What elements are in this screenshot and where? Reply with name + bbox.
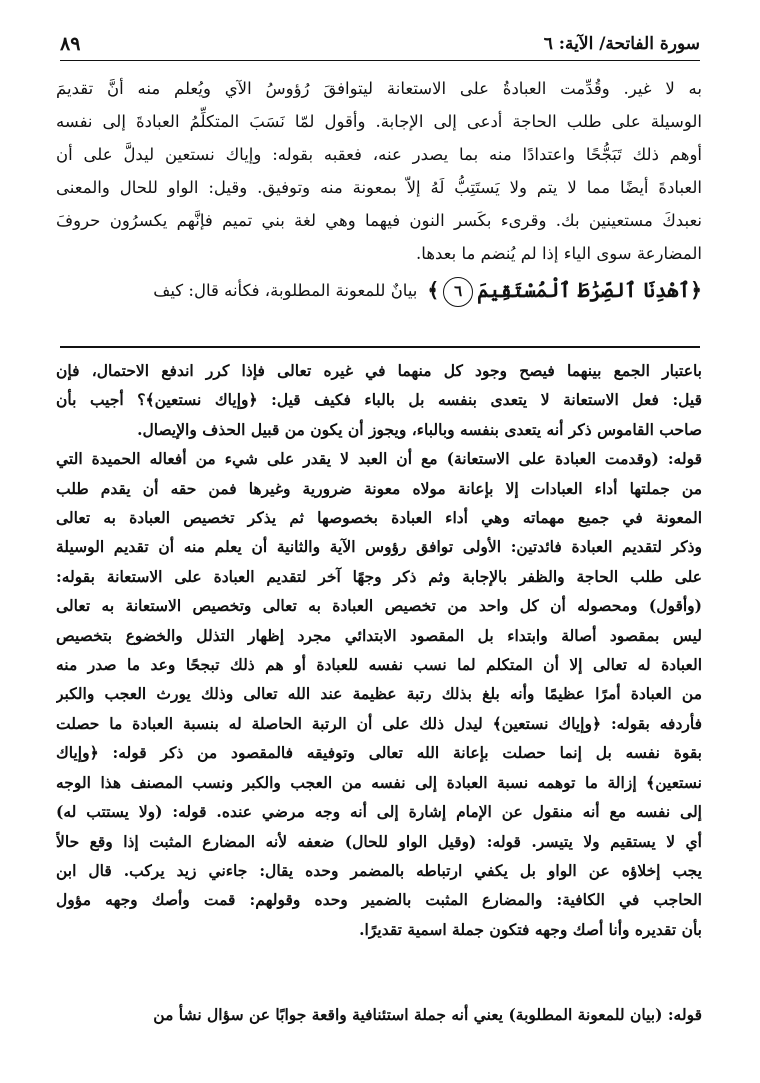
tafsir-line: العبادةَ أيضًا مما لا يتم ولا يَستَتِبُّ لَهُ إلاّ بمعونة منه وتوفيق. وقيل: الواو للحال والمعنى: [56, 178, 702, 197]
page-header: [60, 30, 700, 58]
tafsir-text: [56, 72, 702, 307]
header-rule: [60, 60, 700, 61]
page-number: ٨٩: [60, 33, 81, 55]
hashiya-line: (وأقول) ومحصوله أن كل واحد من تخصيص العبادة به تعالى وتخصيص الاستعانة به تعالى: [56, 596, 702, 616]
hashiya-line: المعونة في جميع مهماته وهي أداء العبادة بخصوصها ثم يذكر تخصيص العبادة به تعالى: [56, 508, 702, 528]
tafsir-line: المضارعة سوى الياء إذا لم يُنضم ما بعدها.: [416, 244, 702, 263]
hashiya-line: من العبادة أمرًا عظيمًا وأنه بلغ بذلك رتبة عظيمة عند الله تعالى وذلك يورث العجب والكبر: [56, 684, 702, 704]
hashiya-line: قيل: فعل الاستعانة لا يتعدى بنفسه بل بالباء فكيف قيل: ﴿وإياك نستعين﴾؟ أجيب بأن: [56, 390, 702, 410]
hashiya-line: وذكر لتقديم العبادة فائدتين: الأولى توافق رؤوس الآية والثانية أن يعلم منه أن تقديم الوسيلة: [56, 537, 702, 557]
quran-verse: [427, 274, 702, 307]
verse-line: [56, 274, 702, 307]
hashiya-line: فأردفه بقوله: ﴿وإياك نستعين﴾ ليدل ذلك على أن الرتبة الحاصلة له بنسبة العبادة ما حصلت: [56, 713, 702, 733]
hashiya-line: صاحب القاموس ذكر أنه يتعدى بنفسه وبالباء، ويجوز أن يكون من قبيل الحذف والإيصال.: [137, 419, 702, 439]
tafsir-line: نعبدكَ مستعينين بك. وقرىء بكَسر النون فيهما وهي لغة بني تميم فإنَّهم يكسرُون حروفَ: [56, 211, 702, 230]
tafsir-line: أوهم ذلك تَبَجُّحًا واعتدادًا منه بما يصدر عنه، فعقبه بقوله: وإياك نستعين ليدلَّ على أن: [56, 145, 702, 164]
hashiya-line: أي لا يستقيم ولا يتيسر. قوله: (وقيل الواو للحال) ضعفه لأنه المضارع المثبت إذا وقع حالاً: [56, 831, 702, 851]
hashiya-text: [56, 356, 702, 944]
tafsir-line: به لا غير. وقُدِّمت العبادةُ على الاستعانة ليتوافقَ رُؤوسُ الآي ويُعلم منه أنَّ تقديمَ: [56, 79, 702, 98]
hashiya-line: قوله: (وقدمت العبادة على الاستعانة) مع أن العبد لا يقدر على شيء من أفعاله الحميدة التي: [56, 449, 702, 469]
hashiya-line: ليس بمقصود أصالة وابتداء بل المقصود الابتدائي مجرد إظهار التذلل والخضوع بتخصيص: [56, 625, 702, 645]
hashiya-line: يجب إخلاؤه عن الواو بل يكفي ارتباطه بالمضمر وحده يقال: جاءني زيد يركب. قال ابن: [56, 860, 702, 880]
verse-commentary: بيانٌ للمعونة المطلوبة، فكأنه قال: كيف: [153, 281, 418, 300]
hashiya-line: نستعين﴾ إزالة ما توهمه نسبة العبادة إلى نفسه من العجب والكبر ونسب المصنف هذا الوجه: [56, 772, 702, 792]
hashiya-line: على طلب الحاجة والظفر بالإجابة وثم ذكر وجهًا آخر لتقديم العبادة على الاستعانة بقوله:: [56, 566, 702, 586]
section-separator: [60, 346, 700, 348]
tafsir-line: الوسيلة على طلب الحاجة أدعى إلى الإجابة. وأقول لمّا نَسَبَ المتكلِّمُ العبادةَ إلى نفسه: [56, 112, 702, 131]
hashiya-line: بأن تقديره وأنا أصك وجهه فتكون جملة اسمية تقديرًا.: [359, 919, 702, 939]
hashiya-line: إلى نفسه مع أنه منقول عن الإمام إشارة إلى أنه وجه مرضي عنده. قوله: (ولا يستتب له): [56, 802, 702, 822]
hashiya-line: بقوة نفسه بل إنما حصلت بإعانة الله تعالى وتوفيقه فالمقصود من ذكر قوله: ﴿وإياك: [56, 743, 702, 763]
surah-title: سورة الفاتحة/ الآية: ٦: [543, 34, 700, 54]
hashiya-line: الحاجب في الكافية: والمضارع المثبت بالضمير وحده وقولهم: قمت وأصك وجهه مؤول: [56, 890, 702, 910]
verse-number-marker: ٦: [443, 277, 473, 307]
hashiya-final-line: قوله: (بيان للمعونة المطلوبة) يعني أنه جملة استئنافية واقعة جوابًا عن سؤال نشأ من: [153, 1005, 702, 1024]
hashiya-line: من جملتها أداء العبادات إلا بإعانة مولاه معونة ضرورية وغيرها فمن حقه أن يقدم طلب: [56, 478, 702, 498]
quran-verse-text: ﴿ٱهْدِنَا ٱلصِّرَٰطَ ٱلْمُسْتَقِيمَ: [477, 278, 702, 302]
quran-verse-close: ﴾: [427, 278, 440, 302]
hashiya-line: العبادة له تعالى إلا أن المتكلم لما نسب نفسه للعبادة أو هم ذلك تبجحًا وعد ما صدر منه: [56, 655, 702, 675]
hashiya-line: باعتبار الجمع بينهما فيصح وجود كل منهما في غيره تعالى فإذا كرر اندفع الاحتمال، فإن: [56, 361, 702, 380]
